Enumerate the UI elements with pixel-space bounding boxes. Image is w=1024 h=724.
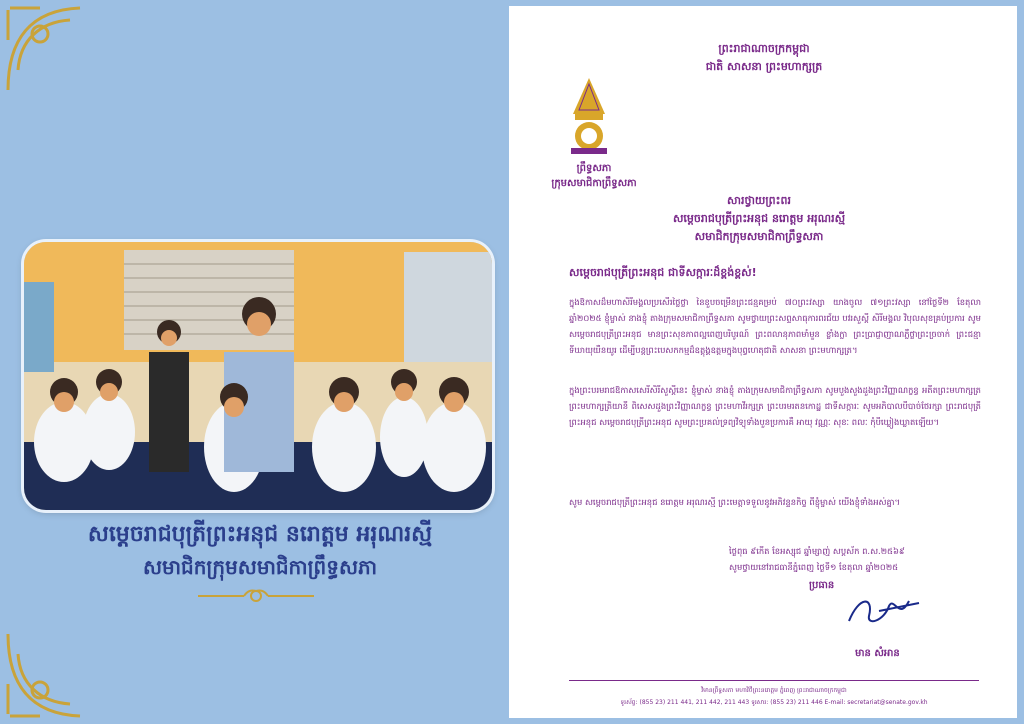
letter-salutation: សម្ដេចរាជបុត្រីព្រះអនុជ ជាទីសក្ការៈដ៏ខ្ពង់ខ្ពស់! <box>569 266 757 279</box>
group-photo <box>24 242 492 510</box>
photo-caption-role: សមាជិកក្រុមសមាជិកាព្រឹទ្ធសភា <box>142 555 378 579</box>
letter-subject-role: សមាជិកក្រុមសមាជិកាព្រឹទ្ធសភា <box>694 230 824 243</box>
letter-date-place: សូមថ្វាយនៅរាជធានីភ្នំពេញ ថ្ងៃទី១ ខែតុលា ឆ្នាំ២០២៥ <box>729 562 899 572</box>
letter-header-motto: ជាតិ សាសនា ព្រះមហាក្សត្រ <box>705 60 823 73</box>
footer-divider <box>569 680 979 681</box>
senate-emblem-icon <box>561 74 617 160</box>
footer-contact: ទូរស័ព្ទ: (855 23) 211 441, 211 442, 211 443 ទូរសារ: (855 23) 211 446 E-mail: secretariat@senate.gov.kh <box>620 699 928 706</box>
letter-subject-title: សារថ្វាយព្រះពរ <box>727 194 791 207</box>
signature <box>839 591 929 631</box>
corner-ornament-top-left <box>0 0 120 100</box>
corner-ornament-bottom-left <box>0 624 120 724</box>
org-name-senate: ព្រឹទ្ធសភា <box>576 163 612 174</box>
letter-header-kingdom: ព្រះរាជាណាចក្រកម្ពុជា <box>718 42 810 55</box>
letter-paragraph-1: ក្នុងឱកាសដ៏មហាសិរីមង្គលប្រសើរថ្លៃថ្លា នៃខួបចម្រើនព្រះជន្មគម្រប់ ៧០ព្រះវស្សា យាងចូល ៧១ព្រះវស្សា នៅថ្ងៃទី២ ខែតុលា ឆ្នាំ២០២៥ ខ្ញុំម្ចាស់ នាងខ្ញុំ តាងក្រុមសមាជិកាព្រឹទ្ធសភា សូមថ្វាយព្រះសព្ទសាធុការពរជ័យ បវរសួស្ដី សិរីមង្គល វិបុលសុខគ្រប់ប្រការ សូម សម្ដេចរាជបុត្រីព្រះអនុជ មានព្រះសុខភាពល្អពេញបរិបូរណ៍ ព្រះពលានុភាពមាំមួន ខ្លាំងក្លា ព្រះប្រាជ្ញាញាណភ្លឺថ្លាព្រះច្រចាក់ ព្រះជន្មាទីឃាយុយឺនយូរ ដើម្បីបន្តព្រះបេសកកម្មដ៏ឧត្ដុង្គឧត្ដមក្នុងបុព្វហេតុជាតិ សាសនា ព្រះមហាក្សត្រ។ <box>569 297 981 355</box>
letter-lunar-date: ថ្ងៃពុធ ៩កើត ខែអស្សុជ ឆ្នាំម្សាញ់ សប្តស័ក ព.ស.២៥៦៩ <box>729 546 905 556</box>
photo-caption-name: សម្ដេចរាជបុត្រីព្រះអនុជ នរោត្តម អរុណរស្មី <box>87 522 433 547</box>
letter-paragraph-3: សូម សម្ដេចរាជបុត្រីព្រះអនុជ នរោត្តម អរុណរស្មី ព្រះមេត្តាទទួលនូវអភិវន្ទនកិច្ច ពីខ្ញុំម្ចាស់ យើងខ្ញុំទាំងអស់គ្នា។ <box>569 497 900 507</box>
org-name-group: ក្រុមសមាជិកាព្រឹទ្ធសភា <box>551 178 637 189</box>
ornament-divider <box>196 588 316 604</box>
signer-title: ប្រធាន <box>809 580 835 591</box>
letter-subject-name: សម្ដេចរាជបុត្រីព្រះអនុជ នរោត្តម អរុណរស្មី <box>672 212 846 225</box>
signer-name: មាន សំអាន <box>855 648 900 659</box>
footer-address: វិមានព្រឹទ្ធសភា មហាវិថីព្រះនរោត្តម ភ្នំពេញ ព្រះរាជាណាចក្រកម្ពុជា <box>701 687 847 694</box>
letter-page <box>509 6 1017 718</box>
letter-paragraph-2: ក្នុងព្រះបរមរាជឱកាសសេរីសិរីសួស្ដីនេះ ខ្ញុំម្ចាស់ នាងខ្ញុំ តាងក្រុមសមាជិកាព្រឹទ្ធសភា សូមបួងសួងដួងព្រះវិញ្ញាណក្ខន្ធ អតីតព្រះមហាក្សត្រ ព្រះមហាក្សត្រិយានី ពិសេសដួងព្រះវិញ្ញាណក្ខន្ធ ព្រះមហាវីរក្សត្រ ព្រះបរមរតនកោដ្ឋ ជាទីសក្ការៈ សូមអភិបាលបីបាច់ថែរក្សា ព្រះរាជបុត្រីព្រះអនុជ សម្ដេចរាជបុត្រីព្រះអនុជ សូមព្រះប្រគល់ទ្រព្យវិទ្យុទាំងបួនប្រការគឺ អាយុ វណ្ណៈ សុខៈ ពលៈ កុំបីឃ្លៀងឃ្លាតឡើយ។ <box>569 385 981 427</box>
